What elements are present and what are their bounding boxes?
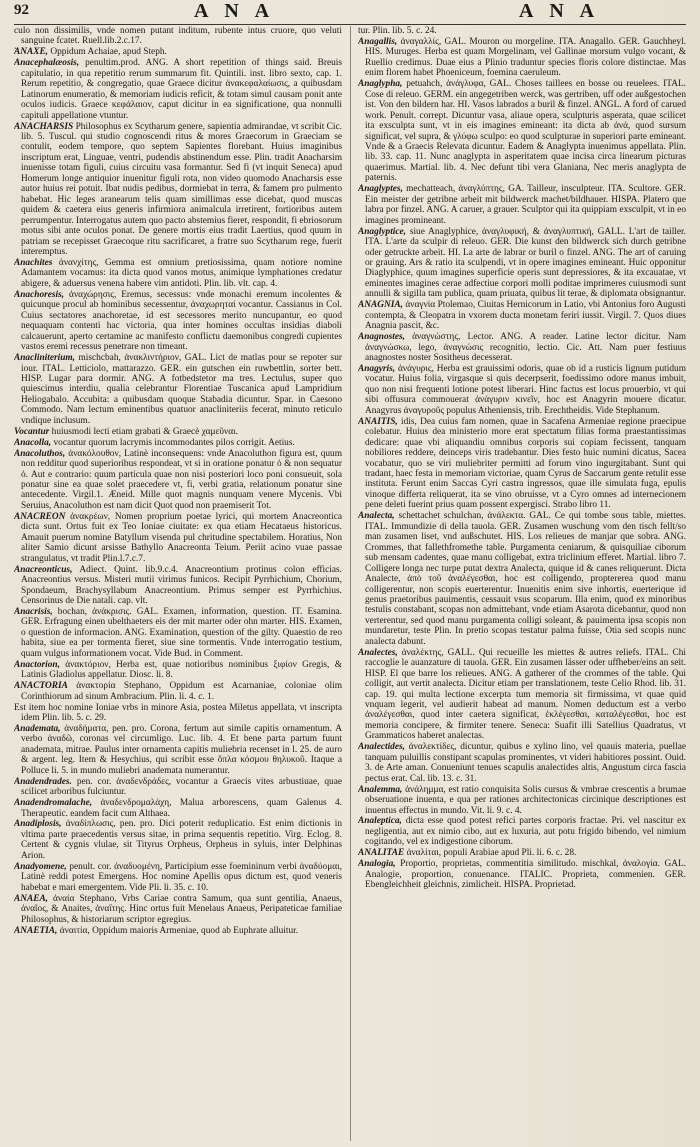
entry-definition: ἀναδενδρομαλάχη, Malua arborescens, quam Galenus 4. Therapeutic. eandem facit cum Althaea. xyxy=(21,798,342,819)
entry-headword: Anaglypha, xyxy=(358,79,403,90)
dictionary-entry xyxy=(358,848,686,858)
entry-definition: ἀναδίπλωσις, pen. pro. Dici poterit reduplicatio. Est enim dictionis in vltima parte praecedentis versus sitae, in prima sequentis repetitio. Virg. Eclog. 8. Certent & cygnis vlulae, sit Tityrus Orpheus, Orpheus in syluis, inter Delphinas Arion. xyxy=(21,819,342,861)
entry-definition: siue Anaglyphice, ἀναγλυφική, & ἀναγλυπτική, GALL. L'art de tailler. ITA. L'arte da sculpir di releuo. GER. Die kunst den bildwerck sich durch getribne oder getruckte arbeit. HI. La arte de labrar or buril o finzel. ANG. The art of caruing or grauing. Ars & ratio ita sculpendi, vt in opere imagines emineant. Huic opponitur Diaglyphice, quum imagines superficie operis sunt depressiores, & ita excauatae, vt eminentes imagines cerae adfectiue corpori molli poditae imprimeres cuiusmodi sunt annulli & sigilla tam publica, quam priuata, quibus lit terae, & diplomata obsignantur. xyxy=(365,226,686,300)
entry-headword: Anacephalæosis, xyxy=(14,58,80,69)
entry-definition: ἀνακρέων, Nomen proprium poetae lyrici, qui mortem Anacreontica dicta sunt. Ortus fuit ex Teo Ioniae ciuitate: ex qua etiam Hecataeus historicus. Amauit puerum nomine Batyllum visenda pul chritudine spectabilem. Horatius, Non aliter Samio dicunt arsisse Bathyllo Anacreonta Teium. Periit acino vuae passae strangulatus, vt tradit Plin.l.7.c.7. xyxy=(21,511,342,564)
entry-definition: Adiect. Quint. lib.9.c.4. Anacreontium protinus colon efficias. Anacreontius versus. Misteri mutii virimus funicos. Recipit Pyrrhichium, Chorium, Spondaeum, Brachysyllabum Anacreontium. Primus semper est Pyrrhichius. Censorinus de Die natali. cap. vlt. xyxy=(21,564,342,606)
dictionary-entry xyxy=(358,184,686,226)
dictionary-entry xyxy=(14,819,342,861)
entry-definition: ἀναλίται, populi Arabiae apud Pli. li. 6. c. 28. xyxy=(406,848,577,859)
dictionary-entry xyxy=(14,565,342,607)
dictionary-entry xyxy=(14,894,342,925)
dictionary-entry xyxy=(14,427,342,437)
dictionary-entry xyxy=(14,724,342,776)
right-column xyxy=(358,26,686,1141)
dictionary-entry xyxy=(14,777,342,798)
dictionary-entry xyxy=(14,58,342,121)
dictionary-entry xyxy=(358,79,686,184)
entry-definition: ἀνάγυρις, Herba est grauissimi odoris, quae ob id a rusticis lignum putidum vocatur. Huius folia, virgasque si quis decerpserit, foedissimo odore manus imbuit, quo non nisi frequenti lotione potest liberari. Hinc factus est locus prouerbio, vt qui sibi offusura commouerat ἀνάγυριν κινεῖν, hoc est Anagyrin mouere dicatur. Anagyrus ἀναγυροῦς populus Atheniensis, trib. Erechtheidis. Vide Stephanum. xyxy=(365,364,686,416)
entry-definition: ἀνακόλουθον, Latinè inconsequens: vnde Anacoluthon figura est, quum non redditur quod superioribus respondeat, vt si in oratione ponatur ὁ & non sequatur ὁ. Aut e contrario: quum particula quae non nisi posteriori loco poni consueuit, sola ponatur sine ea quae solet praecedere vt, fi, verbi gratia, relationum ponatur sine antecedente. Virgil.1. Æneid. Mille quot magnis nunquam venere Mycenis. Vbi Seruius, Anacoluthon est nam dicit Quot quod non praemiserit Tot. xyxy=(21,448,342,511)
entry-headword: Anaglyptes, xyxy=(358,184,403,195)
entry-headword: ANACREON xyxy=(14,511,66,522)
dictionary-entry xyxy=(14,438,342,448)
dictionary-entry xyxy=(358,511,686,647)
dictionary-entry xyxy=(14,660,342,681)
dictionary-entry xyxy=(14,449,342,512)
entry-definition: ἀναιτία, Oppidum maioris Armeniae, quod ab Euphrate alluitur. xyxy=(59,925,299,936)
entry-definition: dicta esse quod potest refici partes corporis fractae. Pri. vel nascitur ex negligentia, aut ex nimio cibo, aut ex luxuria, aut potu frigido bibendo, vel nimium cogitando, vel ex indigestione ciborum. xyxy=(365,816,686,848)
entry-headword: Anacoluthos, xyxy=(14,448,66,459)
dictionary-entry xyxy=(14,26,342,47)
entry-definition: mechatteach, ἀναγλύπτης, GA. Tailleur, insculpteur. ITA. Scultore. GER. Ein meister der getribne arbeit mit bildwerck machet/bildhauer. HISPA. Platero que labra por finzel. ANG. A caruer, a grauer. Sculptor qui ita quippiam exsculpit, vt in eo imagines promineant. xyxy=(365,184,686,226)
entry-definition: ἀνακτόριον, Herba est, quae notioribus nominibus ξιφίον Gregis, & Latinis Gladiolus appellatur. Diosc. li. 8. xyxy=(21,659,342,681)
entry-definition: ἀναγνώστης, Lector. ANG. A reader. Latine lector dicitur. Nam ἀναγνώσκω, lego, ἀναγνώσις recognitio, lectio. Cic. Att. Nam puer festiuus anagnostes noster Sositheus decesserat. xyxy=(365,332,686,364)
entry-headword: Anagyris, xyxy=(358,364,396,374)
dictionary-entry xyxy=(14,798,342,819)
entry-definition: tur. Plin. lib. 5. c. 24. xyxy=(358,26,437,36)
entry-headword: Analectes, xyxy=(358,647,398,658)
running-head-right: A N A xyxy=(519,0,601,22)
entry-headword: ANAITIS, xyxy=(358,416,398,427)
page-number: 92 xyxy=(14,2,29,18)
entry-headword: ANAEA, xyxy=(14,893,49,904)
entry-headword: Anacolla, xyxy=(14,437,52,448)
dictionary-entry xyxy=(14,258,342,289)
entry-definition: Philosophus ex Scytharum genere, sapientia admirandae, vt scribit Cic. lib. 5. Tuscul. qui studio cognoscendi ritus & mores Graecorum in Graeciam se contulit, eodem tempore, quo septem Sapientes florebant. Huius imaginibus inscriptum erat, Linguae, ventri, pudendis abstinendum esse. Plin. tradit Anacharsim inuenisse totam figuli, cuius circuitu vasa formantur. Sed fi (vt inquit Seneca) apud Homerum longe antiquior inuenitur figuli rota, non video quomodo Anacharsis esse autor huius rei potuit. Ibat nudis pedibus, dormiebat in terra, & famem pro pulmento habebat. Hic leges aranearum telis quam simillimas esse dicebat, quod muscas quidem & caetera eius generis infirmiora animalcula irretirent, fortioribus autem perrumpentur. Interrogatus autem quo pacto abstemius fieret, respondit, fi ebriosorum motus sibi ante oculos ponat. De genere mortis eius tradit Laertius, quod quum in patriam se recepisset Graecoque ritu sacrificaret, a fratre suo Scytharum rege, fuerit interemptus. xyxy=(21,121,342,258)
entry-headword: Analeptica, xyxy=(358,816,402,827)
entry-definition: ἀναδήματα, pen. pro. Corona, fertum aut simile capitis ornamentum. A verbo ἀναδῶ, coronas vel circumligo. Luc. lib. 4. Et bene parta partum fuunt anademata, mitrae. Paulus inter ornamenta capitis muliebria recenset in l. 25. de auro & argent. leg. Item & Hesychius, qui scribit esse ὅπλα κόσμου θηλυκοῦ. Itaque a Polluce li. 5. in mundo muliebri anademata numerantur. xyxy=(21,723,342,776)
entry-definition: bochan, ἀνάκρισις. GAL. Examen, information, question. IT. Esamina. GER. Erfragung einen ubelthaeters eis der mit marter oder ohn marter. HIS. Examen, o question de informacion. ANG. Examination, question of the gilty. Quaestio de reo habita, siue ea per tormenta fieret, siue sine tormentis. Vnde interrogatio testium, quam vulgus informationem vocat. Vide Bud. in Comment. xyxy=(21,606,342,659)
entry-headword: Anachoresis, xyxy=(14,289,65,300)
entry-definition: ἀνακτορία Stephano, Oppidum est Acarnaniae, coloniae olim Corinthiorum ad sinum Ambracium. Plin. li. 4. c. 1. xyxy=(21,681,342,702)
entry-definition: ἀναία Stephano, Vrbs Cariae contra Samum, qua sunt gentilia, Anaeus, ἀναῖος, & Anaites, ἀναΐτης. Hinc ortus fuit Menelaus Anaeus, Peripateticae familiae Philosophus, & historiarum scriptor egregius. xyxy=(21,893,342,925)
entry-definition: ἀναλέκτης, GALL. Qui recueille les miettes & autres reliefs. ITAL. Chi raccoglie le auanzature di tauola. GER. Ein zusamen lässer oder uffheber/eins an seit. HISP. El que barre los relieues. ANG. A gatherer of the crommes of the table. Qui colligit, aut vertit analecta. Dicitur etiam per translationem, teste Celio Rhod. lib. 31. cap. 19. qui multa lectione excerpta tum memoria sit firmissima, vt quae quid vnquam legerit, vel audierit habeat ad manum. Nomen deductum est a verbo ἀναλέγεσθαι, quod inter caetera significat, ἐκλέγεσθαι, καταλέγεσθαι, hoc est memoria concipere, & firmiter tenere. Seneca: Suafit illi Satellius Quadratus, vt Grammaticos haberet analectas. xyxy=(365,647,686,742)
entry-headword: ANACTORIA xyxy=(14,681,68,692)
entry-headword: Anademata, xyxy=(14,723,61,734)
entry-definition: idis, Dea cuius fam nomen, quae in Sacafena Armeniae regione praecipue colebatur. Huius dea ministerio more erat spectatum filias forma praestantissimas dedicare: quae vbi aliquandiu omnibus corporis sui copiam fecissent, tanquam nobiliores reddere, deinceps viris tradebantur. Dies festo huic numini dicatus, Sacea vocabatur, quo se viri muliebriter permitti ad forum vino ingurgitabant. Sunt qui tradant, haec festa in memoriam victoriae, quam Cyrus de Saccarum gente retulit esse instituta. Ferunt enim Saccas Cyri castra ingressos, quae ille simulata fuga, epulis vinoque differta reliquerat, ita se vino obruisse, vt a Cyro omnes ad internecionem pene deleti fuerint prius quam possent expergisci. Strabo libro 11. xyxy=(365,416,686,511)
entry-definition: ἀνανχίτης, Gemma est omnium pretiosissima, quam notiore nomine Adamantem vocamus: ita dicta quod vanos motus, animique lymphationes credatur abigere, & aduersus venena habere vim antidoti. Plin. lib. vlt. cap. 4. xyxy=(21,257,342,289)
entry-definition: penultim.prod. ANG. A short repetition of things said. Breuis capitulatio, in qua repetitio rerum summarum fit. Quintili. inst. libro sexto, cap. 1. Rerum repetitio, & congregatio, quae Graece dicitur ἀνακεφαλαίωσις, a quibusdam Latinorum enumeratio, & memoriam iudicis reficit, & totam simul causam ponit ante oculos iudicis. Graece κεφάλαιον, caput dicitur in ea significatione, qua nonnulli capituli appellatione vtuntur. xyxy=(21,58,342,121)
entry-headword: ANAGNIA, xyxy=(358,300,403,311)
dictionary-entry xyxy=(358,785,686,816)
dictionary-entry xyxy=(358,364,686,416)
column-divider xyxy=(350,26,351,1141)
entry-definition: penult. cor. ἀναδυομένη, Participium esse foemininum verbi ἀναδύομαι, Latinè reddi potest Emergens. Hoc nomine Apellis opus dictum est, quod veneris habebat e mari emergentem. Vide Pli. li. 35. c. 10. xyxy=(21,861,342,893)
dictionary-entry xyxy=(14,703,342,724)
dictionary-entry xyxy=(358,37,686,79)
entry-headword: Anagallis, xyxy=(358,36,398,47)
entry-definition: culo non dissimilis, vnde nomen putant inditum, rubente intus cruore, quo veluti sanguine fcatet. Ruell.lib.2.c.17. xyxy=(14,26,342,47)
entry-headword: Anadendrades. xyxy=(14,776,72,787)
entry-headword: Anaglyptice, xyxy=(358,226,407,237)
entry-headword: ANACHARSIS xyxy=(14,121,74,132)
entry-definition: schettachet schulchan, ἀνάλεκτα. GAL. Ce qui tombe sous table, miettes. ITAL. Immundizie di della tauola. GER. Zusamen wuschung vom den tisch fellt/so man zusamen liset, vnd außschutet. HIS. Los relieues de manjar que sobra. ANG. Crommes, that fallethfromethe table. Purgamenta ceniarum, & quisquiliae ciborum sub mensam cadentes, quae manu colligebat, extra triclinium efferet. Martial. libro 7. Colligere longa nec turpe putat dextra Analecta, quique id & canes reliquerunt. Dicta Analecte, ἀπὸ τοῦ ἀναλέγεσθαι, hoc est colligendo, proptererea quod manu colligerentur, non scopis euerterentur. Inuenitis enim sive inhortis, euerterique id genus praetoribus pauimentis, cessauit vsus scoparum. Illa enim, quod ex minoribus testulis constabant, scopas non admittebant, vnde etiam Asarota dicebantur, quod non verterentur, sed quod manu purgamenta colligi soleant, & pauimenta ipsa scopis non mundaretur, teste Plin. In pretio scopas testatur palma fuisse, Otia sed scopis nunc analecta dabunt. xyxy=(365,511,686,647)
entry-headword: Anadiplosis, xyxy=(14,819,62,830)
entry-headword: Vocantur xyxy=(14,426,50,437)
entry-headword: Anadendromalache, xyxy=(14,798,93,809)
entry-headword: Anagnostes, xyxy=(358,332,405,343)
dictionary-entry xyxy=(358,742,686,784)
dictionary-entry xyxy=(14,122,342,258)
entry-definition: ἀναλεκτίδες, dicuntur, quibus e xylino lino, vel quauis materia, puellae tanquam puluillis constipant scapulas prominentes, vt videri habitiores possint. Ouid. 3. de Arte aman. Conueniunt tenues scapulis analectides altis, Angustum circa fascia pectus erat. Cal. lib. 13. c. 31. xyxy=(365,742,686,784)
entry-definition: petuahch, ἀνάγλυφα, GAL. Choses taillees en bosse ou reuelees. ITAL. Cose di releuo. GERM. ein angegetriben werck, was gertriben, uff oder außgestochen ist. Von den bildern har. HI. Vasos labrados a buril & finzel. ANGL. A ford of carued work. Penult. corrept. Dicuntur vasa, aliaue opera, sculpturis asperata, quae scilicet ita exsculpta sunt, vt in eis imagines emineant: ita dicta ab ἀνά, quod sursum significat, vel supra, & γλύφω sculpo: eo quod sculpturae in superiori parte emineant. Vnde & a Graecis Relevata dicuntur. Eadem & Anaglypta inuenimus appellata. Plin. lib. 33. cap. 11. Nunc anaglypta in asperitatem quae incisa circa linearum picturas quaerimus. Martial. lib. 4. Nec defunt tibi vera Glaniana, Nec meris anaglypta de paternis. xyxy=(365,79,686,184)
entry-headword: Anachites xyxy=(14,257,53,268)
dictionary-entry xyxy=(358,227,686,300)
entry-definition: mischcbah, ἀνακλιντήριον, GAL. Lict de matlas pour se repoter sur iour. ITAL. Letticiolo, mattarazzo. GER. ein gutschen ein ruwbettlin, sorter bett. HISP. Lugar para dormir. ANG. A fotbedstetor ma tres. Lectulus, super quo quiescimus interdiu, qualia celebrantur Florentiae Tuscanica apud Lampridium Heliogabalo. Accubita: a quibusdam quoque Stabadia dicuntur. Spar. in Caesono Commodo. Nam lectum eminentibus quatuor anacliniteriis fecerat, minuto reticulo vndique inclusum. xyxy=(21,353,342,426)
text-columns xyxy=(14,26,686,1141)
page-header xyxy=(14,2,686,25)
dictionary-entry xyxy=(358,859,686,890)
entry-headword: Analogia, xyxy=(358,859,396,870)
entry-headword: Analemma, xyxy=(358,784,403,795)
entry-headword: Anactorion, xyxy=(14,659,60,670)
dictionary-entry xyxy=(14,926,342,936)
dictionary-entry xyxy=(14,862,342,893)
dictionary-entry xyxy=(14,353,342,426)
entry-headword: Anacrisis, xyxy=(14,606,53,617)
entry-definition: pen. cor. ἀναδενδράδες, vocantur a Graecis vites arbustiuae, quae scilicet arboribus fulciuntur. xyxy=(21,776,342,798)
dictionary-entry xyxy=(358,26,686,36)
dictionary-entry xyxy=(358,648,686,742)
dictionary-entry xyxy=(14,47,342,57)
entry-headword: ANALITAE xyxy=(358,848,405,859)
entry-headword: Anacliniterium, xyxy=(14,353,76,364)
entry-definition: Est item hoc nomine Ioniae vrbs in minore Asia, postea Miletus appellata, vt inscripta idem Plin. lib. 5. c. 29. xyxy=(14,702,342,723)
entry-headword: ANAETIA, xyxy=(14,925,58,936)
entry-headword: Anacreonticus, xyxy=(14,564,73,575)
entry-definition: vocantur quorum lacrymis incommodantes pilos corrigit. Aetius. xyxy=(53,437,295,448)
dictionary-entry xyxy=(358,417,686,511)
entry-headword: Anadyomene, xyxy=(14,861,67,872)
entry-headword: ἈΝΑΧΕ, xyxy=(14,47,49,58)
dictionary-entry xyxy=(14,607,342,659)
dictionary-entry xyxy=(358,816,686,847)
dictionary-entry xyxy=(14,512,342,564)
entry-definition: ἀναγνία Ptolemao, Ciuitas Hernicorum in Latio, vbi Antonius foro Augusti contempta, & Cleopatra in vxorem ducta monetam feriri iussit. Virgil. 7. Quos diues Anagnia pascit, &c. xyxy=(365,300,686,332)
left-column xyxy=(14,26,342,1141)
entry-headword: Analecta, xyxy=(358,511,395,522)
entry-definition: huiusmodi lecti etiam grabati & Graecè χαμεῦναι. xyxy=(51,426,238,437)
dictionary-entry xyxy=(14,681,342,702)
entry-definition: ἀναγαλλίς, GAL. Mouron ou morgeline. ITA. Anagallo. GER. Gauchheyl. HIS. Muruges. Herba est quam Morgelinam, vel Gallinae morsum vulgo vocant, & Ruellio credimus. Duae eius a Plinio traduntur species floris colore distinctae. Mas enim florem habet Phoeniceum, foemina caeruleum. xyxy=(365,36,686,79)
dictionary-entry xyxy=(358,332,686,363)
entry-definition: ἀνάλημμα, est ratio conquisita Solis cursus & vmbrae crescentis a brumae obseruatione inuenta, e qua per rationes architectonicas circinique descriptiones est inuentus effectus in mundo. Vit. li. 9. c. 4. xyxy=(365,784,686,816)
entry-headword: Analectides, xyxy=(358,742,405,753)
dictionary-entry xyxy=(358,300,686,331)
dictionary-entry xyxy=(14,290,342,353)
running-head-left: A N A xyxy=(194,0,276,22)
entry-definition: Proportio, proprietas, commentitia similitudo. mischkal, ἀναλογία. GAL. Analogie, proportion, conuenance. ITALIC. Proprieta, commenien. GER. Ebengleichheit gleichnis, zimlicheit. HISPA. Proprietad. xyxy=(365,859,686,891)
entry-definition: Oppidum Achaiae, apud Steph. xyxy=(50,47,167,58)
entry-definition: ἀναχώρησις, Eremus, secessus: vnde monachi eremum incolentes & quicunque procul ab hominibus secessentur, ἀναχωρηταί vocantur. Cassianus in Col. Cuius sectatores anachoretae, id est secessores merito nuncupantur, eo quod nequaquam contenti hac victoria, qua inter homines occultas insidias diaboli calcauerunt, aperto certamine ac manifesto conflictu daemonibus congredi cupientes vastos eremi recessus penetrare non timeant. xyxy=(21,289,342,353)
